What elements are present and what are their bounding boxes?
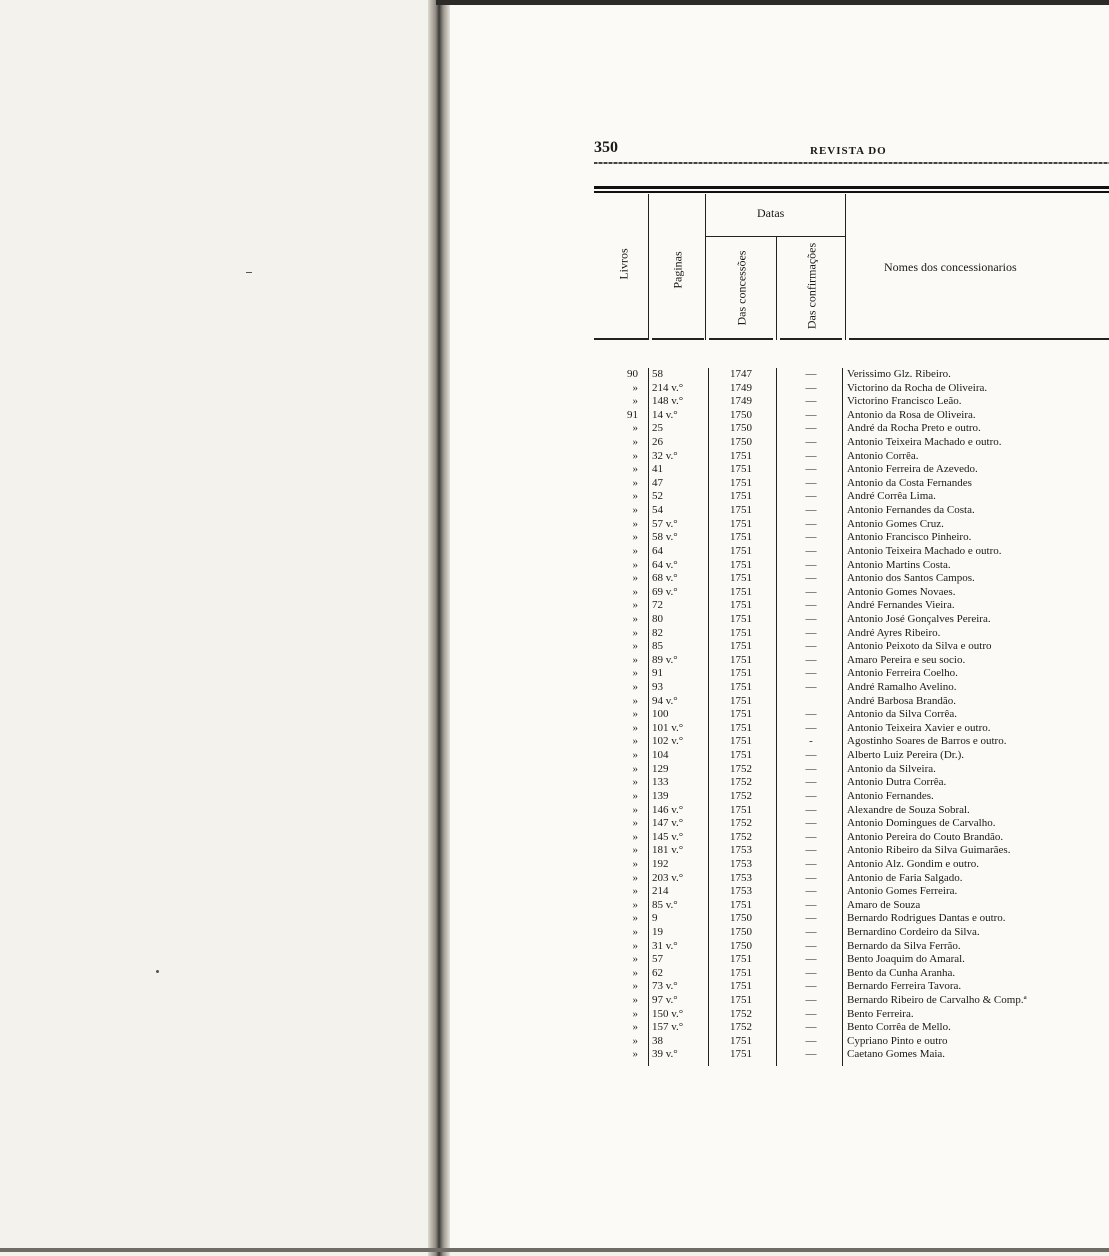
- cell-nome: Amaro de Souza: [847, 898, 921, 911]
- cell-confirmacao: —: [805, 681, 817, 694]
- cell-pagina: 145 v.°: [652, 830, 684, 843]
- cell-pagina: 64 v.°: [652, 558, 678, 571]
- cell-pagina: 82: [652, 626, 663, 639]
- cell-livro: »: [632, 585, 638, 598]
- header-bottom-rule: [849, 338, 1109, 340]
- cell-confirmacao: —: [805, 885, 817, 898]
- cell-nome: Bernardo Ribeiro de Carvalho & Comp.ª: [847, 994, 1027, 1007]
- cell-confirmacao: —: [805, 572, 817, 585]
- cell-nome: Antonio Dutra Corrêa.: [847, 776, 947, 789]
- cell-pagina: 14 v.°: [652, 408, 678, 421]
- cell-confirmacao: —: [805, 939, 817, 952]
- cell-livro: »: [632, 531, 638, 544]
- cell-nome: André Ramalho Avelino.: [847, 681, 957, 694]
- cell-pagina: 203 v.°: [652, 871, 684, 884]
- cell-confirmacao: —: [805, 436, 817, 449]
- cell-concessao: 1751: [730, 463, 752, 476]
- cell-pagina: 157 v.°: [652, 1021, 684, 1034]
- cell-nome: Antonio Ferreira Coelho.: [847, 667, 958, 680]
- cell-nome: Antonio José Gonçalves Pereira.: [847, 612, 991, 625]
- cell-livro: »: [632, 667, 638, 680]
- cell-confirmacao: —: [805, 1034, 817, 1047]
- cell-nome: Antonio Francisco Pinheiro.: [847, 531, 972, 544]
- cell-concessao: 1751: [730, 531, 752, 544]
- header-bottom-rule: [709, 338, 773, 340]
- cell-nome: Antonio da Silva Corrêa.: [847, 708, 957, 721]
- cell-concessao: 1751: [730, 749, 752, 762]
- cell-concessao: 1750: [730, 436, 752, 449]
- column-confirmacoes: [778, 368, 844, 1062]
- cell-confirmacao: —: [805, 626, 817, 639]
- cell-nome: Antonio Domingues de Carvalho.: [847, 817, 996, 830]
- cell-confirmacao: —: [805, 476, 817, 489]
- cell-pagina: 72: [652, 599, 663, 612]
- cell-pagina: 57: [652, 953, 663, 966]
- cell-concessao: 1752: [730, 1007, 752, 1020]
- cell-concessao: 1751: [730, 966, 752, 979]
- cell-nome: Bernardino Cordeiro da Silva.: [847, 925, 980, 938]
- cell-confirmacao: —: [805, 612, 817, 625]
- cell-pagina: 150 v.°: [652, 1007, 684, 1020]
- cell-confirmacao: -: [809, 735, 813, 748]
- cell-concessao: 1751: [730, 517, 752, 530]
- cell-pagina: 85: [652, 640, 663, 653]
- cell-confirmacao: —: [805, 817, 817, 830]
- cell-nome: Bento Corrêa de Mello.: [847, 1021, 951, 1034]
- cell-livro: »: [632, 708, 638, 721]
- cell-nome: Bento Ferreira.: [847, 1007, 914, 1020]
- cell-pagina: 85 v.°: [652, 898, 678, 911]
- cell-livro: »: [632, 898, 638, 911]
- cell-nome: Victorino da Rocha de Oliveira.: [847, 381, 988, 394]
- cell-concessao: 1753: [730, 857, 752, 870]
- cell-confirmacao: —: [805, 844, 817, 857]
- cell-pagina: 54: [652, 504, 663, 517]
- cell-pagina: 58 v.°: [652, 531, 678, 544]
- cell-pagina: 192: [652, 857, 669, 870]
- cell-concessao: 1751: [730, 504, 752, 517]
- cell-livro: »: [632, 449, 638, 462]
- header-paginas: Paginas: [670, 251, 685, 289]
- header-das-concessoes: Das concessões: [734, 250, 749, 326]
- cell-concessao: 1751: [730, 667, 752, 680]
- cell-concessao: 1751: [730, 994, 752, 1007]
- cell-nome: Antonio Pereira do Couto Brandão.: [847, 830, 1004, 843]
- column-divider: [776, 368, 777, 1066]
- cell-confirmacao: —: [805, 531, 817, 544]
- cell-concessao: 1751: [730, 585, 752, 598]
- cell-pagina: 57 v.°: [652, 517, 678, 530]
- cell-concessao: 1751: [730, 953, 752, 966]
- cell-concessao: 1752: [730, 830, 752, 843]
- cell-confirmacao: —: [805, 830, 817, 843]
- cell-nome: Antonio dos Santos Campos.: [847, 572, 975, 585]
- cell-livro: »: [632, 626, 638, 639]
- cell-confirmacao: —: [805, 463, 817, 476]
- cell-livro: »: [632, 817, 638, 830]
- cell-nome: Antonio Alz. Gondim e outro.: [847, 857, 979, 870]
- cell-livro: »: [632, 721, 638, 734]
- left-page-speck: [246, 272, 252, 273]
- cell-concessao: 1751: [730, 681, 752, 694]
- cell-nome: Antonio Gomes Ferreira.: [847, 885, 958, 898]
- cell-pagina: 52: [652, 490, 663, 503]
- table-top-rule: [594, 186, 1109, 189]
- cell-confirmacao: —: [805, 490, 817, 503]
- cell-livro: »: [632, 885, 638, 898]
- cell-confirmacao: —: [805, 408, 817, 421]
- cell-concessao: 1751: [730, 599, 752, 612]
- cell-concessao: 1751: [730, 803, 752, 816]
- cell-confirmacao: —: [805, 898, 817, 911]
- cell-pagina: 104: [652, 749, 669, 762]
- left-page: [0, 0, 436, 1256]
- cell-nome: André Fernandes Vieira.: [847, 599, 955, 612]
- header-bottom-rule: [780, 338, 842, 340]
- cell-confirmacao: —: [805, 422, 817, 435]
- cell-pagina: 129: [652, 762, 669, 775]
- page-top-edge: [436, 0, 1109, 5]
- cell-concessao: 1751: [730, 558, 752, 571]
- cell-pagina: 133: [652, 776, 669, 789]
- running-head: REVISTA DO: [810, 145, 887, 157]
- cell-confirmacao: [778, 695, 844, 709]
- cell-nome: André Corrêa Lima.: [847, 490, 936, 503]
- page-number: 350: [594, 139, 618, 156]
- cell-nome: Antonio Ribeiro da Silva Guimarães.: [847, 844, 1011, 857]
- cell-pagina: 73 v.°: [652, 980, 678, 993]
- cell-livro: »: [632, 436, 638, 449]
- cell-nome: Antonio Corrêa.: [847, 449, 919, 462]
- cell-nome: Bernardo Rodrigues Dantas e outro.: [847, 912, 1006, 925]
- cell-confirmacao: —: [805, 762, 817, 775]
- cell-confirmacao: —: [805, 368, 817, 380]
- cell-livro: »: [632, 544, 638, 557]
- cell-livro: »: [632, 776, 638, 789]
- cell-pagina: 148 v.°: [652, 395, 684, 408]
- cell-concessao: 1751: [730, 626, 752, 639]
- cell-confirmacao: —: [805, 749, 817, 762]
- cell-livro: »: [632, 599, 638, 612]
- cell-nome: Cypriano Pinto e outro: [847, 1034, 948, 1047]
- cell-pagina: 32 v.°: [652, 449, 678, 462]
- cell-confirmacao: —: [805, 449, 817, 462]
- cell-nome: Antonio Fernandes da Costa.: [847, 504, 975, 517]
- cell-concessao: 1751: [730, 449, 752, 462]
- cell-concessao: 1749: [730, 381, 752, 394]
- cell-livro: »: [632, 640, 638, 653]
- cell-pagina: 94 v.°: [652, 694, 678, 707]
- column-divider: [845, 194, 846, 340]
- cell-concessao: 1751: [730, 735, 752, 748]
- cell-livro: »: [632, 517, 638, 530]
- cell-nome: Antonio Fernandes.: [847, 789, 934, 802]
- cell-nome: Antonio Gomes Cruz.: [847, 517, 944, 530]
- cell-livro: »: [632, 381, 638, 394]
- cell-livro: »: [632, 871, 638, 884]
- cell-pagina: 31 v.°: [652, 939, 678, 952]
- cell-concessao: 1750: [730, 422, 752, 435]
- cell-livro: »: [632, 476, 638, 489]
- cell-nome: Antonio Martins Costa.: [847, 558, 951, 571]
- cell-concessao: 1751: [730, 572, 752, 585]
- header-das-confirmacoes: Das confirmações: [804, 242, 819, 330]
- cell-pagina: 9: [652, 912, 658, 925]
- cell-nome: Antonio da Silveira.: [847, 762, 936, 775]
- column-paginas: [652, 368, 706, 1062]
- cell-nome: Antonio Ferreira de Azevedo.: [847, 463, 978, 476]
- cell-livro: »: [632, 463, 638, 476]
- cell-livro: »: [632, 1034, 638, 1047]
- cell-nome: Antonio Teixeira Machado e outro.: [847, 436, 1002, 449]
- cell-pagina: 39 v.°: [652, 1048, 678, 1061]
- cell-concessao: 1753: [730, 871, 752, 884]
- cell-concessao: 1752: [730, 789, 752, 802]
- cell-livro: »: [632, 735, 638, 748]
- cell-concessao: 1750: [730, 939, 752, 952]
- cell-livro: »: [632, 749, 638, 762]
- cell-pagina: 68 v.°: [652, 572, 678, 585]
- cell-confirmacao: —: [805, 544, 817, 557]
- cell-concessao: 1751: [730, 721, 752, 734]
- cell-pagina: 102 v.°: [652, 735, 684, 748]
- cell-confirmacao: —: [805, 857, 817, 870]
- cell-pagina: 26: [652, 436, 663, 449]
- cell-pagina: 80: [652, 612, 663, 625]
- cell-concessao: 1752: [730, 1021, 752, 1034]
- cell-livro: »: [632, 939, 638, 952]
- cell-confirmacao: —: [805, 789, 817, 802]
- cell-livro: »: [632, 504, 638, 517]
- cell-pagina: 91: [652, 667, 663, 680]
- cell-livro: »: [632, 653, 638, 666]
- cell-confirmacao: —: [805, 504, 817, 517]
- cell-concessao: 1751: [730, 694, 752, 707]
- cell-nome: André da Rocha Preto e outro.: [847, 422, 981, 435]
- header-bottom-rule: [594, 338, 648, 340]
- cell-concessao: 1750: [730, 912, 752, 925]
- cell-confirmacao: —: [805, 871, 817, 884]
- cell-nome: Antonio Teixeira Machado e outro.: [847, 544, 1002, 557]
- cell-concessao: 1751: [730, 1048, 752, 1061]
- left-page-speck: [156, 970, 159, 973]
- cell-livro: »: [632, 857, 638, 870]
- cell-confirmacao: —: [805, 517, 817, 530]
- cell-livro: »: [632, 395, 638, 408]
- cell-pagina: 41: [652, 463, 663, 476]
- cell-pagina: 47: [652, 476, 663, 489]
- cell-nome: André Barbosa Brandão.: [847, 694, 957, 707]
- cell-concessao: 1753: [730, 844, 752, 857]
- cell-concessao: 1751: [730, 640, 752, 653]
- cell-livro: »: [632, 912, 638, 925]
- cell-concessao: 1751: [730, 708, 752, 721]
- cell-pagina: 147 v.°: [652, 817, 684, 830]
- cell-confirmacao: —: [805, 953, 817, 966]
- cell-concessao: 1752: [730, 817, 752, 830]
- page-bottom-edge: [0, 1248, 1109, 1252]
- cell-nome: Agostinho Soares de Barros e outro.: [847, 735, 1007, 748]
- cell-concessao: 1750: [730, 925, 752, 938]
- cell-concessao: 1751: [730, 490, 752, 503]
- cell-livro: »: [632, 980, 638, 993]
- cell-livro: »: [632, 925, 638, 938]
- cell-pagina: 181 v.°: [652, 844, 684, 857]
- cell-nome: Amaro Pereira e seu socio.: [847, 653, 966, 666]
- cell-nome: Antonio da Costa Fernandes: [847, 476, 972, 489]
- cell-nome: Antonio Gomes Novaes.: [847, 585, 956, 598]
- cell-pagina: 146 v.°: [652, 803, 684, 816]
- cell-confirmacao: —: [805, 721, 817, 734]
- cell-confirmacao: —: [805, 994, 817, 1007]
- cell-nome: Bento Joaquim do Amaral.: [847, 953, 965, 966]
- cell-confirmacao: —: [805, 925, 817, 938]
- cell-concessao: 1751: [730, 653, 752, 666]
- cell-confirmacao: —: [805, 395, 817, 408]
- cell-confirmacao: —: [805, 653, 817, 666]
- column-nomes: [847, 368, 1109, 1062]
- cell-livro: »: [632, 681, 638, 694]
- cell-pagina: 93: [652, 681, 663, 694]
- cell-confirmacao: —: [805, 667, 817, 680]
- header-datas: Datas: [757, 206, 785, 220]
- cell-livro: »: [632, 830, 638, 843]
- cell-concessao: 1747: [730, 368, 752, 380]
- cell-pagina: 58: [652, 368, 663, 380]
- cell-pagina: 19: [652, 925, 663, 938]
- cell-livro: »: [632, 490, 638, 503]
- cell-confirmacao: —: [805, 803, 817, 816]
- cell-nome: Antonio Teixeira Xavier e outro.: [847, 721, 991, 734]
- table-top-rule-2: [594, 191, 1109, 193]
- cell-livro: »: [632, 994, 638, 1007]
- cell-livro: »: [632, 612, 638, 625]
- cell-concessao: 1751: [730, 1034, 752, 1047]
- cell-pagina: 214 v.°: [652, 381, 684, 394]
- header-nomes: Nomes dos concessionarios: [884, 260, 1017, 274]
- cell-confirmacao: —: [805, 585, 817, 598]
- cell-confirmacao: —: [805, 1007, 817, 1020]
- cell-nome: Alberto Luiz Pereira (Dr.).: [847, 749, 964, 762]
- cell-nome: Caetano Gomes Maia.: [847, 1048, 946, 1061]
- cell-concessao: 1751: [730, 980, 752, 993]
- cell-nome: André Ayres Ribeiro.: [847, 626, 941, 639]
- cell-nome: Antonio de Faria Salgado.: [847, 871, 963, 884]
- column-livros: [598, 368, 650, 1062]
- cell-livro: 91: [627, 408, 638, 421]
- cell-pagina: 38: [652, 1034, 663, 1047]
- cell-concessao: 1751: [730, 544, 752, 557]
- cell-confirmacao: —: [805, 966, 817, 979]
- cell-nome: Antonio Peixoto da Silva e outro: [847, 640, 992, 653]
- cell-nome: Bernardo da Silva Ferrão.: [847, 939, 961, 952]
- cell-confirmacao: —: [805, 1021, 817, 1034]
- cell-livro: »: [632, 762, 638, 775]
- cell-pagina: 69 v.°: [652, 585, 678, 598]
- cell-livro: »: [632, 803, 638, 816]
- datas-subheader-rule: [705, 236, 846, 237]
- book-gutter: [428, 0, 450, 1256]
- header-rule: [594, 162, 1109, 164]
- cell-livro: »: [632, 422, 638, 435]
- cell-pagina: 89 v.°: [652, 653, 678, 666]
- cell-pagina: 25: [652, 422, 663, 435]
- cell-concessao: 1751: [730, 898, 752, 911]
- cell-livro: »: [632, 966, 638, 979]
- cell-concessao: 1752: [730, 776, 752, 789]
- cell-concessao: 1751: [730, 476, 752, 489]
- cell-livro: »: [632, 1021, 638, 1034]
- cell-pagina: 100: [652, 708, 669, 721]
- cell-confirmacao: —: [805, 640, 817, 653]
- cell-livro: »: [632, 558, 638, 571]
- cell-concessao: 1750: [730, 408, 752, 421]
- cell-confirmacao: —: [805, 708, 817, 721]
- cell-livro: 90: [627, 368, 638, 380]
- cell-nome: Alexandre de Souza Sobral.: [847, 803, 970, 816]
- cell-livro: »: [632, 953, 638, 966]
- cell-confirmacao: —: [805, 599, 817, 612]
- cell-livro: »: [632, 694, 638, 707]
- cell-livro: »: [632, 844, 638, 857]
- cell-pagina: 97 v.°: [652, 994, 678, 1007]
- cell-concessao: 1749: [730, 395, 752, 408]
- cell-confirmacao: —: [805, 980, 817, 993]
- cell-nome: Victorino Francisco Leão.: [847, 395, 962, 408]
- cell-confirmacao: —: [805, 381, 817, 394]
- cell-livro: »: [632, 1048, 638, 1061]
- cell-nome: Antonio da Rosa de Oliveira.: [847, 408, 976, 421]
- header-livros: Livros: [616, 248, 631, 280]
- header-bottom-rule: [652, 338, 704, 340]
- cell-pagina: 64: [652, 544, 663, 557]
- cell-pagina: 214: [652, 885, 669, 898]
- cell-nome: Bernardo Ferreira Tavora.: [847, 980, 962, 993]
- cell-confirmacao: —: [805, 912, 817, 925]
- column-divider: [648, 194, 649, 340]
- cell-confirmacao: —: [805, 558, 817, 571]
- cell-livro: »: [632, 572, 638, 585]
- cell-livro: »: [632, 789, 638, 802]
- cell-concessao: 1751: [730, 612, 752, 625]
- cell-livro: »: [632, 1007, 638, 1020]
- column-divider: [705, 194, 706, 340]
- cell-nome: Verissimo Glz. Ribeiro.: [847, 368, 951, 380]
- cell-pagina: 62: [652, 966, 663, 979]
- cell-confirmacao: —: [805, 776, 817, 789]
- cell-nome: Bento da Cunha Aranha.: [847, 966, 956, 979]
- cell-pagina: 101 v.°: [652, 721, 684, 734]
- column-concessoes: [707, 368, 775, 1062]
- cell-concessao: 1753: [730, 885, 752, 898]
- cell-confirmacao: —: [805, 1048, 817, 1061]
- cell-concessao: 1752: [730, 762, 752, 775]
- column-divider: [776, 237, 777, 340]
- cell-pagina: 139: [652, 789, 669, 802]
